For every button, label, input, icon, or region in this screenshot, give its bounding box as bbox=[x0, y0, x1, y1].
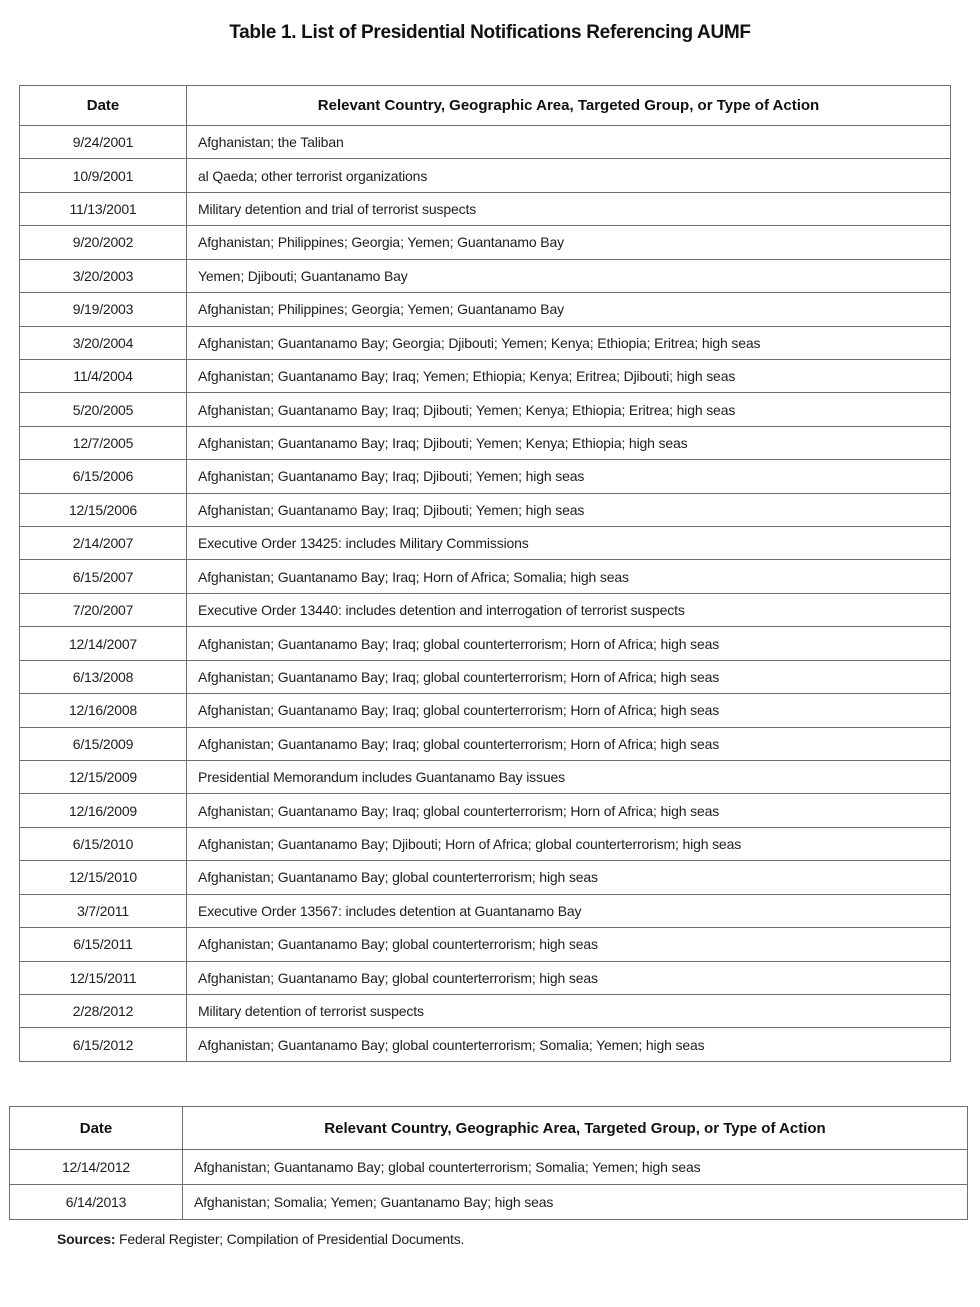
table-row bbox=[20, 827, 951, 860]
date-cell: 3/20/2003 bbox=[20, 259, 187, 292]
date-cell: 12/7/2005 bbox=[20, 426, 187, 459]
table-body bbox=[10, 1150, 968, 1220]
description-cell: Afghanistan; Guantanamo Bay; Iraq; Yemen; Ethiopia; Kenya; Eritrea; Djibouti; high seas bbox=[187, 359, 951, 392]
table-row bbox=[20, 560, 951, 593]
description-cell: Afghanistan; the Taliban bbox=[187, 126, 951, 159]
description-cell: Executive Order 13567: includes detention at Guantanamo Bay bbox=[187, 894, 951, 927]
description-cell: Military detention and trial of terrorist suspects bbox=[187, 192, 951, 225]
table-row bbox=[20, 894, 951, 927]
description-cell: Afghanistan; Guantanamo Bay; Iraq; global counterterrorism; Horn of Africa; high seas bbox=[187, 627, 951, 660]
table-row bbox=[20, 293, 951, 326]
table-row bbox=[20, 928, 951, 961]
table-row bbox=[10, 1185, 968, 1220]
description-cell: Afghanistan; Guantanamo Bay; global counterterrorism; Somalia; Yemen; high seas bbox=[187, 1028, 951, 1061]
table-row bbox=[20, 359, 951, 392]
date-cell: 11/4/2004 bbox=[20, 359, 187, 392]
description-cell: Executive Order 13440: includes detention and interrogation of terrorist suspects bbox=[187, 593, 951, 626]
date-cell: 12/14/2007 bbox=[20, 627, 187, 660]
date-cell: 5/20/2005 bbox=[20, 393, 187, 426]
notifications-table-continued bbox=[9, 1106, 968, 1220]
table-row bbox=[20, 426, 951, 459]
table-row bbox=[20, 259, 951, 292]
date-cell: 3/20/2004 bbox=[20, 326, 187, 359]
sources-note bbox=[57, 1231, 464, 1247]
description-cell: Afghanistan; Guantanamo Bay; Djibouti; Horn of Africa; global counterterrorism; high seas bbox=[187, 827, 951, 860]
description-cell: Afghanistan; Guantanamo Bay; Iraq; global counterterrorism; Horn of Africa; high seas bbox=[187, 794, 951, 827]
description-cell: Afghanistan; Philippines; Georgia; Yemen; Guantanamo Bay bbox=[187, 293, 951, 326]
date-cell: 6/13/2008 bbox=[20, 660, 187, 693]
description-cell: Executive Order 13425: includes Military Commissions bbox=[187, 527, 951, 560]
date-cell: 9/19/2003 bbox=[20, 293, 187, 326]
table-row bbox=[20, 126, 951, 159]
column-header-date: Date bbox=[10, 1107, 183, 1150]
table-row bbox=[20, 326, 951, 359]
description-cell: Afghanistan; Guantanamo Bay; Iraq; global counterterrorism; Horn of Africa; high seas bbox=[187, 660, 951, 693]
table-row bbox=[20, 1028, 951, 1061]
date-cell: 6/15/2011 bbox=[20, 928, 187, 961]
description-cell: Afghanistan; Guantanamo Bay; Iraq; global counterterrorism; Horn of Africa; high seas bbox=[187, 727, 951, 760]
table-row bbox=[20, 593, 951, 626]
table-row bbox=[20, 660, 951, 693]
table-row bbox=[10, 1150, 968, 1185]
table-row bbox=[20, 794, 951, 827]
table-row bbox=[20, 761, 951, 794]
description-cell: al Qaeda; other terrorist organizations bbox=[187, 159, 951, 192]
date-cell: 9/24/2001 bbox=[20, 126, 187, 159]
date-cell: 3/7/2011 bbox=[20, 894, 187, 927]
description-cell: Afghanistan; Guantanamo Bay; global counterterrorism; Somalia; Yemen; high seas bbox=[183, 1150, 968, 1185]
column-header-date: Date bbox=[20, 86, 187, 126]
table-header-row bbox=[10, 1107, 968, 1150]
table-row bbox=[20, 861, 951, 894]
description-cell: Afghanistan; Guantanamo Bay; Iraq; Djibouti; Yemen; high seas bbox=[187, 460, 951, 493]
description-cell: Afghanistan; Guantanamo Bay; Iraq; Djibouti; Yemen; Kenya; Ethiopia; Eritrea; high seas bbox=[187, 393, 951, 426]
column-header-description: Relevant Country, Geographic Area, Targeted Group, or Type of Action bbox=[187, 86, 951, 126]
date-cell: 2/14/2007 bbox=[20, 527, 187, 560]
description-cell: Afghanistan; Somalia; Yemen; Guantanamo Bay; high seas bbox=[183, 1185, 968, 1220]
table-row bbox=[20, 393, 951, 426]
table-title: Table 1. List of Presidential Notifications Referencing AUMF bbox=[229, 22, 751, 43]
table-body bbox=[20, 126, 951, 1062]
date-cell: 12/14/2012 bbox=[10, 1150, 183, 1185]
description-cell: Afghanistan; Guantanamo Bay; Iraq; Horn of Africa; Somalia; high seas bbox=[187, 560, 951, 593]
date-cell: 9/20/2002 bbox=[20, 226, 187, 259]
description-cell: Afghanistan; Philippines; Georgia; Yemen; Guantanamo Bay bbox=[187, 226, 951, 259]
table-row bbox=[20, 226, 951, 259]
date-cell: 2/28/2012 bbox=[20, 994, 187, 1027]
date-cell: 12/15/2006 bbox=[20, 493, 187, 526]
table-row bbox=[20, 994, 951, 1027]
table-row bbox=[20, 627, 951, 660]
description-cell: Yemen; Djibouti; Guantanamo Bay bbox=[187, 259, 951, 292]
date-cell: 6/14/2013 bbox=[10, 1185, 183, 1220]
date-cell: 6/15/2012 bbox=[20, 1028, 187, 1061]
sources-text: Federal Register; Compilation of Presidential Documents. bbox=[115, 1231, 465, 1247]
table-row bbox=[20, 460, 951, 493]
description-cell: Afghanistan; Guantanamo Bay; Iraq; Djibouti; Yemen; high seas bbox=[187, 493, 951, 526]
description-cell: Afghanistan; Guantanamo Bay; Georgia; Djibouti; Yemen; Kenya; Ethiopia; Eritrea; high seas bbox=[187, 326, 951, 359]
description-cell: Afghanistan; Guantanamo Bay; global counterterrorism; high seas bbox=[187, 961, 951, 994]
date-cell: 12/15/2010 bbox=[20, 861, 187, 894]
date-cell: 6/15/2010 bbox=[20, 827, 187, 860]
table-header-row bbox=[20, 86, 951, 126]
date-cell: 6/15/2007 bbox=[20, 560, 187, 593]
table-row bbox=[20, 727, 951, 760]
date-cell: 7/20/2007 bbox=[20, 593, 187, 626]
date-cell: 12/16/2009 bbox=[20, 794, 187, 827]
column-header-description: Relevant Country, Geographic Area, Targeted Group, or Type of Action bbox=[183, 1107, 968, 1150]
description-cell: Presidential Memorandum includes Guantanamo Bay issues bbox=[187, 761, 951, 794]
sources-label: Sources: bbox=[57, 1231, 116, 1247]
date-cell: 6/15/2009 bbox=[20, 727, 187, 760]
description-cell: Afghanistan; Guantanamo Bay; global counterterrorism; high seas bbox=[187, 861, 951, 894]
date-cell: 12/15/2009 bbox=[20, 761, 187, 794]
date-cell: 12/16/2008 bbox=[20, 694, 187, 727]
table-row bbox=[20, 159, 951, 192]
description-cell: Military detention of terrorist suspects bbox=[187, 994, 951, 1027]
date-cell: 12/15/2011 bbox=[20, 961, 187, 994]
description-cell: Afghanistan; Guantanamo Bay; Iraq; Djibouti; Yemen; Kenya; Ethiopia; high seas bbox=[187, 426, 951, 459]
description-cell: Afghanistan; Guantanamo Bay; global counterterrorism; high seas bbox=[187, 928, 951, 961]
description-cell: Afghanistan; Guantanamo Bay; Iraq; global counterterrorism; Horn of Africa; high seas bbox=[187, 694, 951, 727]
table-row bbox=[20, 694, 951, 727]
date-cell: 10/9/2001 bbox=[20, 159, 187, 192]
table-row bbox=[20, 527, 951, 560]
table-row bbox=[20, 493, 951, 526]
date-cell: 6/15/2006 bbox=[20, 460, 187, 493]
table-row bbox=[20, 192, 951, 225]
table-row bbox=[20, 961, 951, 994]
date-cell: 11/13/2001 bbox=[20, 192, 187, 225]
notifications-table-main bbox=[19, 85, 951, 1062]
